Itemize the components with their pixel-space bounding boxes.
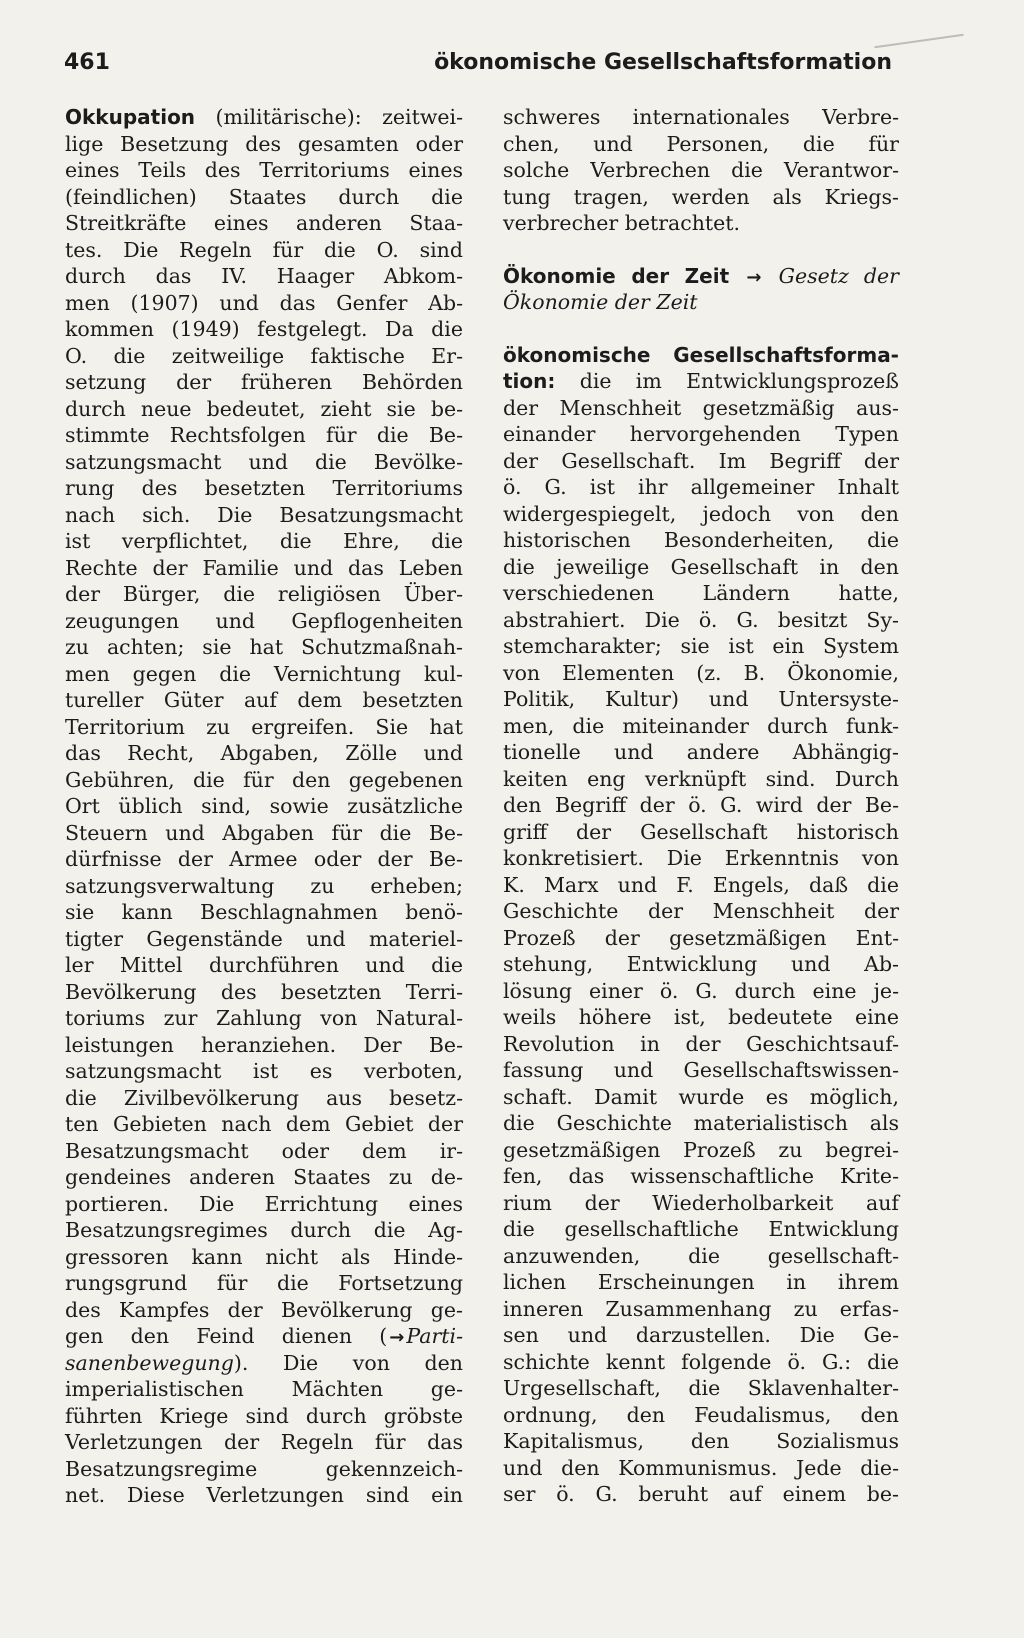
text-line: ). Die von den xyxy=(233,1350,463,1375)
text-line: ordnung, den Feudalismus, den xyxy=(503,1402,899,1427)
entry-oekonomie-der-zeit xyxy=(503,263,899,316)
text-line: die Geschichte materialistisch als xyxy=(503,1111,899,1135)
text-line: setzung der früheren Behörden xyxy=(65,370,463,394)
text-line: stemcharakter; sie ist ein System xyxy=(503,634,899,658)
text-line: schweres internationales Verbre- xyxy=(503,105,899,129)
text-line: abstrahiert. Die ö. G. besitzt Sy- xyxy=(503,607,899,632)
running-title: ökonomische Gesellschaftsformation xyxy=(434,50,892,75)
text-line: Revolution in der Geschichtsauf- xyxy=(503,1031,899,1056)
text-line: inneren Zusammenhang zu erfas- xyxy=(503,1296,899,1321)
cross-reference-arrow-icon: → xyxy=(389,1327,405,1348)
entry-headword: tion: xyxy=(503,369,556,393)
text-line: Prozeß der gesetzmäßigen Ent- xyxy=(503,925,899,950)
text-line: Bevölkerung des besetzten Terri- xyxy=(65,979,463,1004)
text-line: men, die miteinander durch funk- xyxy=(503,713,899,738)
text-line: ist verpflichtet, die Ehre, die xyxy=(65,529,463,553)
text-line: konkretisiert. Die Erkenntnis von xyxy=(503,846,899,870)
text-line: Politik, Kultur) und Untersyste- xyxy=(503,687,899,711)
text-line: kommen (1949) festgelegt. Da die xyxy=(65,317,463,341)
text-line: (feindlichen) Staates durch die xyxy=(65,184,463,209)
text-line: leistungen heranziehen. Der Be- xyxy=(65,1032,463,1057)
text-line: und den Kommunismus. Jede die- xyxy=(503,1455,899,1480)
text-line: K. Marx und F. Engels, daß die xyxy=(503,872,899,897)
entry-okkupation xyxy=(65,104,463,1509)
text-line: der Menschheit gesetzmäßig aus- xyxy=(503,395,899,420)
text-line: keiten eng verknüpft sind. Durch xyxy=(503,766,899,791)
text-line: Ort üblich sind, sowie zusätzliche xyxy=(65,794,463,818)
text-line: nach sich. Die Besatzungsmacht xyxy=(65,502,463,527)
text-line: der Bürger, die religiösen Über- xyxy=(65,582,463,606)
text-line: schichte kennt folgende ö. G.: die xyxy=(503,1349,899,1374)
text-line: der Gesellschaft. Im Begriff der xyxy=(503,448,899,473)
text-line: Kapitalismus, den Sozialismus xyxy=(503,1429,899,1453)
text-line: schaft. Damit wurde es möglich, xyxy=(503,1084,899,1109)
text-line: imperialistischen Mächten ge- xyxy=(65,1377,463,1401)
cross-reference-link[interactable]: Parti- xyxy=(406,1324,463,1348)
text-line: die jeweilige Gesellschaft in den xyxy=(503,554,899,579)
text-line: Streitkräfte eines anderen Staa- xyxy=(65,211,463,235)
text-line: men (1907) und das Genfer Ab- xyxy=(65,290,463,315)
text-line: Besatzungsregimes durch die Ag- xyxy=(65,1218,463,1242)
text-line: Steuern und Abgaben für die Be- xyxy=(65,820,463,845)
text-line: tes. Die Regeln für die O. sind xyxy=(65,237,463,262)
text-line: ler Mittel durchführen und die xyxy=(65,953,463,977)
text-line: Geschichte der Menschheit der xyxy=(503,899,899,923)
text-line: satzungsmacht ist es verboten, xyxy=(65,1059,463,1083)
pencil-mark xyxy=(874,34,963,49)
text-line: satzungsverwaltung zu erheben; xyxy=(65,873,463,898)
text-line: Territorium zu ergreifen. Sie hat xyxy=(65,714,463,739)
text-line: tionelle und andere Abhängig- xyxy=(503,740,899,764)
text-line: den Begriff der ö. G. wird der Be- xyxy=(503,793,899,817)
text-line: chen, und Personen, die für xyxy=(503,131,899,156)
left-column xyxy=(65,104,463,1535)
text-line: Besatzungsregime gekennzeich- xyxy=(65,1456,463,1481)
text-line: sie kann Beschlagnahmen benö- xyxy=(65,900,463,924)
text-line: gressoren kann nicht als Hinde- xyxy=(65,1244,463,1269)
text-line: tung tragen, werden als Kriegs- xyxy=(503,184,899,209)
text-line: durch das IV. Haager Abkom- xyxy=(65,264,463,288)
text-line: O. die zeitweilige faktische Er- xyxy=(65,343,463,368)
text-line: stimmte Rechtsfolgen für die Be- xyxy=(65,423,463,447)
text-line: solche Verbrechen die Verantwor- xyxy=(503,158,899,182)
text-line: gesetzmäßigen Prozeß zu begrei- xyxy=(503,1137,899,1162)
text-line: Urgesellschaft, die Sklavenhalter- xyxy=(503,1376,899,1400)
text-line: Gebühren, die für den gegebenen xyxy=(65,767,463,792)
text-line: zeugungen und Gepflogenheiten xyxy=(65,608,463,633)
cross-reference-link[interactable]: Ökonomie der Zeit xyxy=(503,290,698,314)
text-line: dürfnisse der Armee oder der Be- xyxy=(65,847,463,871)
entry-headword: Ökonomie der Zeit xyxy=(503,263,730,288)
text-line: stehung, Entwicklung und Ab- xyxy=(503,952,899,976)
text-line: Rechte der Familie und das Leben xyxy=(65,555,463,580)
text-line: portieren. Die Errichtung eines xyxy=(65,1191,463,1216)
text-line: tigter Gegenstände und materiel- xyxy=(65,926,463,951)
text-line: des Kampfes der Bevölkerung ge- xyxy=(65,1297,463,1322)
text-line: rung des besetzten Territoriums xyxy=(65,476,463,500)
text-line: men gegen die Vernichtung kul- xyxy=(65,661,463,686)
entry-okkupation-continued xyxy=(503,104,899,237)
text-line: widergespiegelt, jedoch von den xyxy=(503,501,899,526)
text-line: rungsgrund für die Fortsetzung xyxy=(65,1271,463,1295)
text-line: fassung und Gesellschaftswissen- xyxy=(503,1058,899,1082)
text-line: ser ö. G. beruht auf einem be- xyxy=(503,1482,899,1506)
text-line: lige Besetzung des gesamten oder xyxy=(65,131,463,156)
text-line: anzuwenden, die gesellschaft- xyxy=(503,1243,899,1268)
text-line: fen, das wissenschaftliche Krite- xyxy=(503,1164,899,1188)
text-line: sen und darzustellen. Die Ge- xyxy=(503,1323,899,1347)
text-line: die Zivilbevölkerung aus besetz- xyxy=(65,1085,463,1110)
text-line: führten Kriege sind durch gröbste xyxy=(65,1403,463,1428)
cross-reference-link[interactable]: sanenbewegung xyxy=(65,1350,234,1375)
text-line: lichen Erscheinungen in ihrem xyxy=(503,1270,899,1294)
text-line: von Elementen (z. B. Ökonomie, xyxy=(503,660,899,685)
text-line: das Recht, Abgaben, Zölle und xyxy=(65,741,463,765)
text-line: tureller Güter auf dem besetzten xyxy=(65,688,463,712)
text-line: Verletzungen der Regeln für das xyxy=(65,1430,463,1454)
text-line: net. Diese Verletzungen sind ein xyxy=(65,1483,463,1507)
cross-reference-arrow-icon: → xyxy=(746,266,762,288)
text-line: historischen Besonderheiten, die xyxy=(503,528,899,552)
text-line: verbrecher betrachtet. xyxy=(503,211,741,235)
text-line: verschiedenen Ländern hatte, xyxy=(503,581,899,605)
right-column xyxy=(503,104,899,1534)
text-line: gendeines anderen Staates zu de- xyxy=(65,1165,463,1189)
text-line: die gesellschaftliche Entwicklung xyxy=(503,1217,899,1241)
entry-headword: ökonomische Gesellschaftsforma- xyxy=(503,342,899,367)
text-line: toriums zur Zahlung von Natural- xyxy=(65,1006,463,1030)
text-line: einander hervorgehenden Typen xyxy=(503,422,899,446)
text-line: satzungsmacht und die Bevölke- xyxy=(65,449,463,474)
text-line: weils höhere ist, bedeutete eine xyxy=(503,1005,899,1029)
text-line: eines Teils des Territoriums eines xyxy=(65,158,463,182)
page-header xyxy=(64,50,892,86)
text-line: rium der Wiederholbarkeit auf xyxy=(503,1190,899,1215)
cross-reference-link[interactable]: Gesetz der xyxy=(778,263,899,288)
text-line: ö. G. ist ihr allgemeiner Inhalt xyxy=(503,475,899,499)
page-number: 461 xyxy=(64,50,110,75)
text-line: griff der Gesellschaft historisch xyxy=(503,819,899,844)
entry-oekonomische-gesellschaftsformation xyxy=(503,342,899,1508)
text-line: Besatzungsmacht oder dem ir- xyxy=(65,1138,463,1163)
entry-headword: Okkupation xyxy=(65,105,196,129)
text-line: gen den Feind dienen ( xyxy=(65,1324,388,1348)
text-line: durch neue bedeutet, zieht sie be- xyxy=(65,396,463,421)
text-line: lösung einer ö. G. durch eine je- xyxy=(503,978,899,1003)
entry-qualifier: (militärische): xyxy=(195,105,362,129)
text-line: die im Entwicklungsprozeß xyxy=(555,369,899,393)
text-line: ten Gebieten nach dem Gebiet der xyxy=(65,1112,463,1136)
text-line: zu achten; sie hat Schutzmaßnah- xyxy=(65,635,463,659)
text-line: zeitwei- xyxy=(361,105,463,129)
